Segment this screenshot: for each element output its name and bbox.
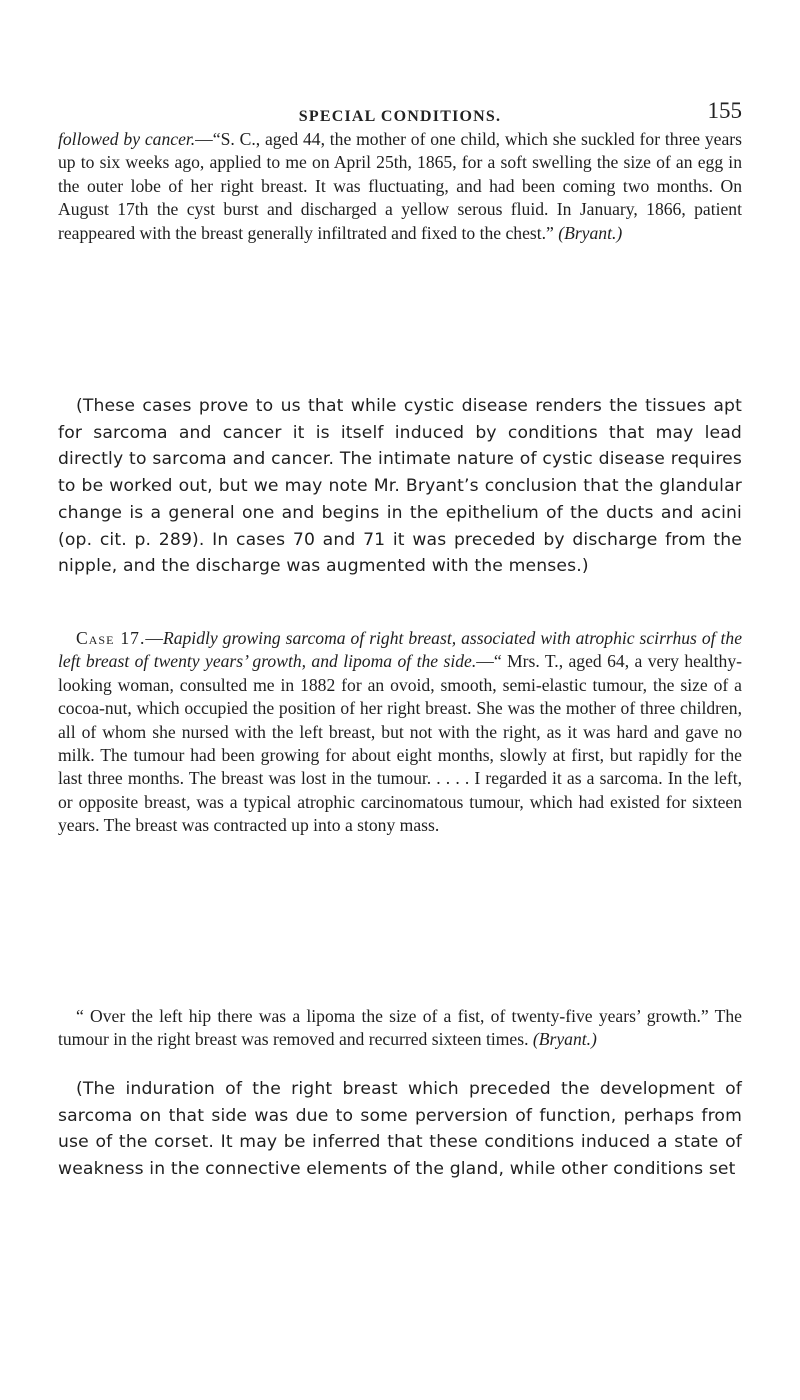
paragraph-text: —“S. C., aged 44, the mother of one child, which she suckled for three years up to six weeks ago, applied to me on April 25th, 1865, for a soft swelling the size of an egg in the outer lobe of her right breast. It was fluctuating, and had been coming two months. On August 17th the cyst burst and discharged a yellow serous fluid. In January, 1866, patient reappeared with the breast generally infiltrated and fixed to the chest.” xyxy=(58,129,742,243)
paragraph-commentary-2 xyxy=(58,1076,742,1183)
paragraph-case-17-continued xyxy=(58,1005,742,1052)
case-heading-italic: followed by cancer. xyxy=(58,129,196,149)
case-title-italic: Rapidly growing sarcoma of right breast, associated with atrophic scirrhus of the left breast of twenty years’ growth, and lipoma of the side. xyxy=(58,628,743,672)
paragraph-case-17 xyxy=(58,627,742,838)
paragraph-text: “ Over the left hip there was a lipoma the size of a fist, of twenty-five years’ growth.” The tumour in the right breast was removed and recurred sixteen times. xyxy=(58,1006,742,1050)
citation: (Bryant.) xyxy=(532,1029,597,1050)
case-label: Case 17. xyxy=(76,628,146,648)
paragraph-commentary xyxy=(58,393,742,580)
dash: — xyxy=(145,628,163,648)
paragraph-text: (These cases prove to us that while cystic disease renders the tissues apt for sarcoma and cancer it is itself induced by conditions that may lead directly to sarcoma and cancer. The intimate nature of cystic disease requires to be worked out, but we may note Mr. Bryant’s conclusion that the glandular change is a general one and begins in the epithelium of the ducts and acini (op. cit. p. 289). In cases 70 and 71 it was preceded by discharge from the nipple, and the discharge was augmented with the menses.) xyxy=(58,396,742,577)
running-head xyxy=(58,86,742,125)
page-number: 155 xyxy=(707,98,742,123)
running-title: SPECIAL CONDITIONS. xyxy=(298,108,502,125)
paragraph-case-continuation xyxy=(58,128,742,245)
citation: (Bryant.) xyxy=(558,222,623,243)
paragraph-text: —“ Mrs. T., aged 64, a very healthy-looking woman, consulted me in 1882 for an ovoid, smooth, semi-elastic tumour, the size of a cocoa-nut, which occupied the position of her right breast. She was the mother of three children, all of whom she nursed with the left breast, but not with the right, as it was hard and gave no milk. The tumour had been growing for about eight months, slowly at first, but rapidly for the last three months. The breast was lost in the tumour. . . . . I regarded it as a sarcoma. In the left, or opposite breast, was a typical atrophic carcinomatous tumour, which had existed for sixteen years. The breast was contracted up into a stony mass. xyxy=(58,651,743,836)
paragraph-text: (The induration of the right breast which preceded the development of sarcoma on that side was due to some perversion of function, perhaps from use of the corset. It may be inferred that these conditions induced a state of weakness in the connective elements of the gland, while other conditions set xyxy=(58,1079,742,1180)
